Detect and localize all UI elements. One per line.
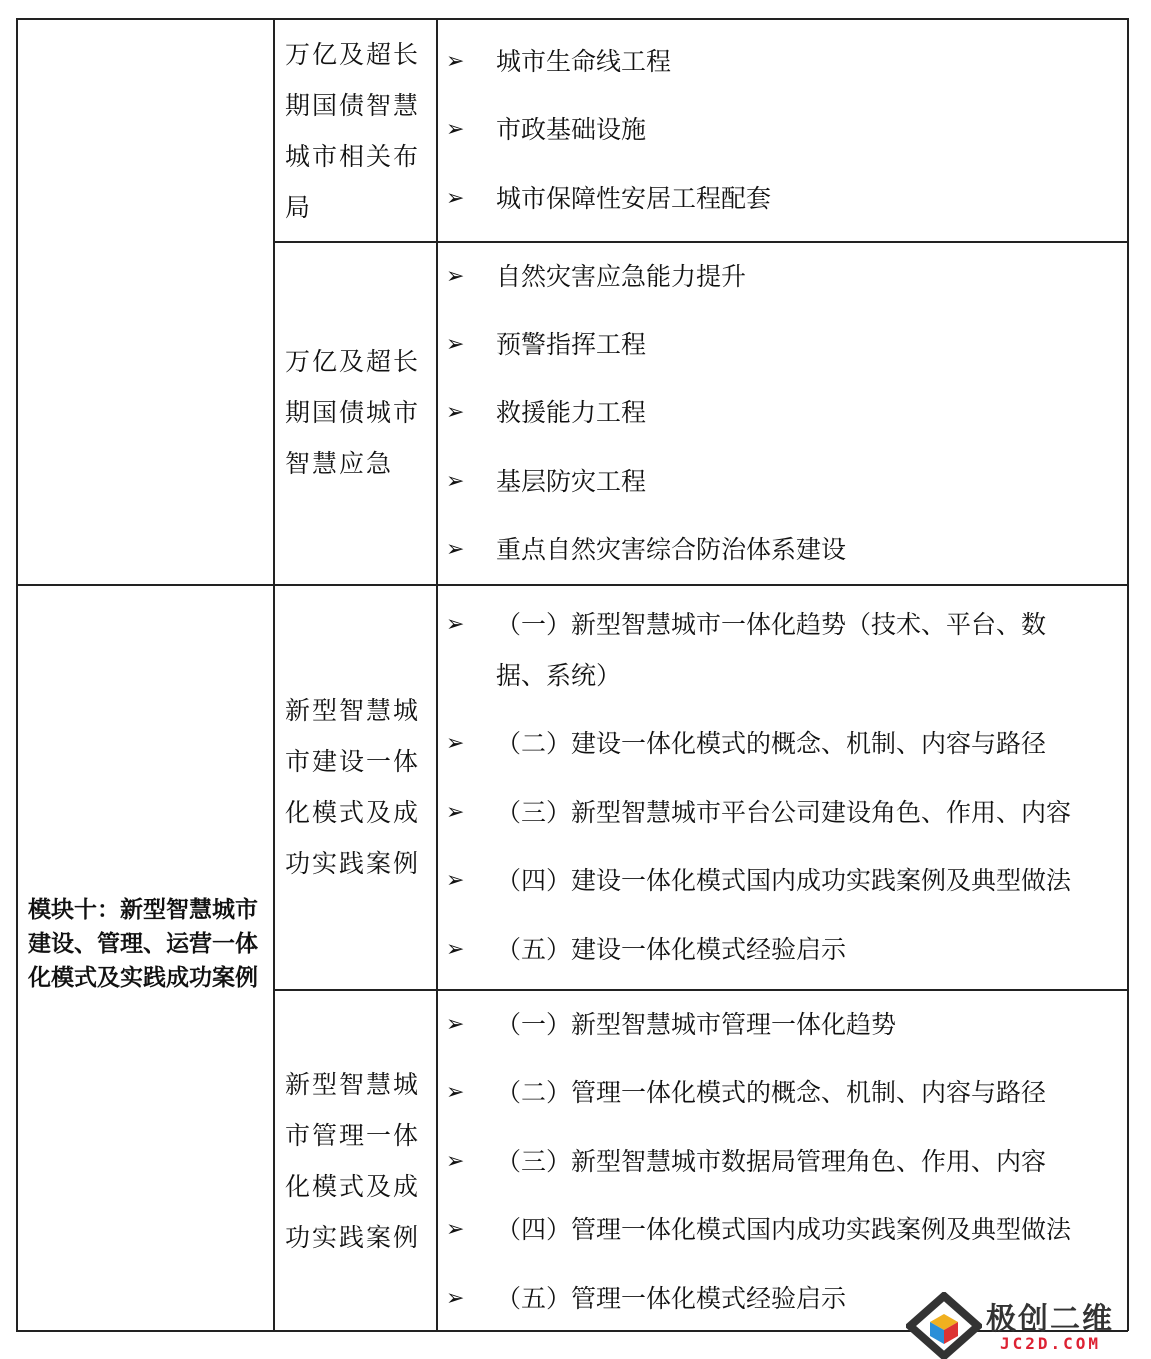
bullet-arrow-icon: ➢ xyxy=(446,1149,465,1174)
bullet-arrow-icon: ➢ xyxy=(446,400,465,425)
bullet-arrow-icon: ➢ xyxy=(446,1217,465,1242)
row-divider xyxy=(273,989,1128,991)
bullet-arrow-icon: ➢ xyxy=(446,469,465,494)
row-divider xyxy=(273,241,1128,243)
subsection-title: 新型智慧城市建设一体化模式及成功实践案例 xyxy=(285,696,421,878)
column-divider-1 xyxy=(273,18,275,1331)
table-border-right xyxy=(1127,18,1129,1331)
table-border-top xyxy=(16,18,1128,20)
bullet-arrow-icon: ➢ xyxy=(446,1286,465,1311)
bullet-arrow-icon: ➢ xyxy=(446,537,465,562)
column-divider-2 xyxy=(436,18,438,1331)
bullet-arrow-icon: ➢ xyxy=(446,332,465,357)
bullet-arrow-icon: ➢ xyxy=(446,49,465,74)
bullet-arrow-icon: ➢ xyxy=(446,800,465,825)
bullet-arrow-icon: ➢ xyxy=(446,264,465,289)
syllabus-table: 模块十：新型智慧城市建设、管理、运营一体化模式及实践成功案例 万亿及超长期国债智慧城市相关布局 万亿及超长期国债城市智慧应急 新型智慧城市建设一体化模式及成功实践案例 新型智慧城市管理一体化模式及成功实践案例 ➢ 城市生命线工程 ➢ 市政基础设施 ➢ 城市保障性安居工程配套 ➢ 自然灾害应急能力提升 ➢ 预警指挥工程 ➢ 救援能力工程 ➢ 基层防灾工程 ➢ 重点自然灾害综合防治体系建设 ➢ （一）新型智慧城市一体化趋势（技术、平台、数据、系统） ➢ （二）建设一体化模式的概念、机制、内容与路径 ➢ （三）新型智慧城市平台公司建设角色、作用、内容 ➢ （四）建设一体化模式国内成功实践案例及典型做法 ➢ （五）建设一体化模式经验启示 ➢ （一）新型智慧城市管理一体化趋势 ➢ （二）管理一体化模式的概念、机制、内容与路径 ➢ （三）新型智慧城市数据局管理角色、作用、内容 ➢ （四）管理一体化模式国内成功实践案例及典型做法 ➢ （五）管理一体化模式经验启示 xyxy=(16,18,1128,1331)
bullet-arrow-icon: ➢ xyxy=(446,937,465,962)
watermark-text: 极创二维 xyxy=(986,1302,1114,1337)
module-title: 模块十：新型智慧城市建设、管理、运营一体化模式及实践成功案例 xyxy=(28,897,258,991)
subsection-title: 新型智慧城市管理一体化模式及成功实践案例 xyxy=(285,1070,421,1252)
subsection-title: 万亿及超长期国债城市智慧应急 xyxy=(285,347,421,478)
bullet-arrow-icon: ➢ xyxy=(446,186,465,211)
watermark-url: JC2D.COM xyxy=(1000,1334,1102,1353)
cube-logo-icon xyxy=(906,1292,982,1359)
subsection-title: 万亿及超长期国债智慧城市相关布局 xyxy=(285,40,421,222)
bullet-arrow-icon: ➢ xyxy=(446,1012,465,1037)
bullet-arrow-icon: ➢ xyxy=(446,731,465,756)
bullet-arrow-icon: ➢ xyxy=(446,868,465,893)
bullet-arrow-icon: ➢ xyxy=(446,1080,465,1105)
bullet-arrow-icon: ➢ xyxy=(446,117,465,142)
module-divider xyxy=(16,584,1128,586)
watermark-logo xyxy=(906,1292,1151,1359)
table-border-left xyxy=(16,18,18,1331)
bullet-arrow-icon: ➢ xyxy=(446,612,465,637)
